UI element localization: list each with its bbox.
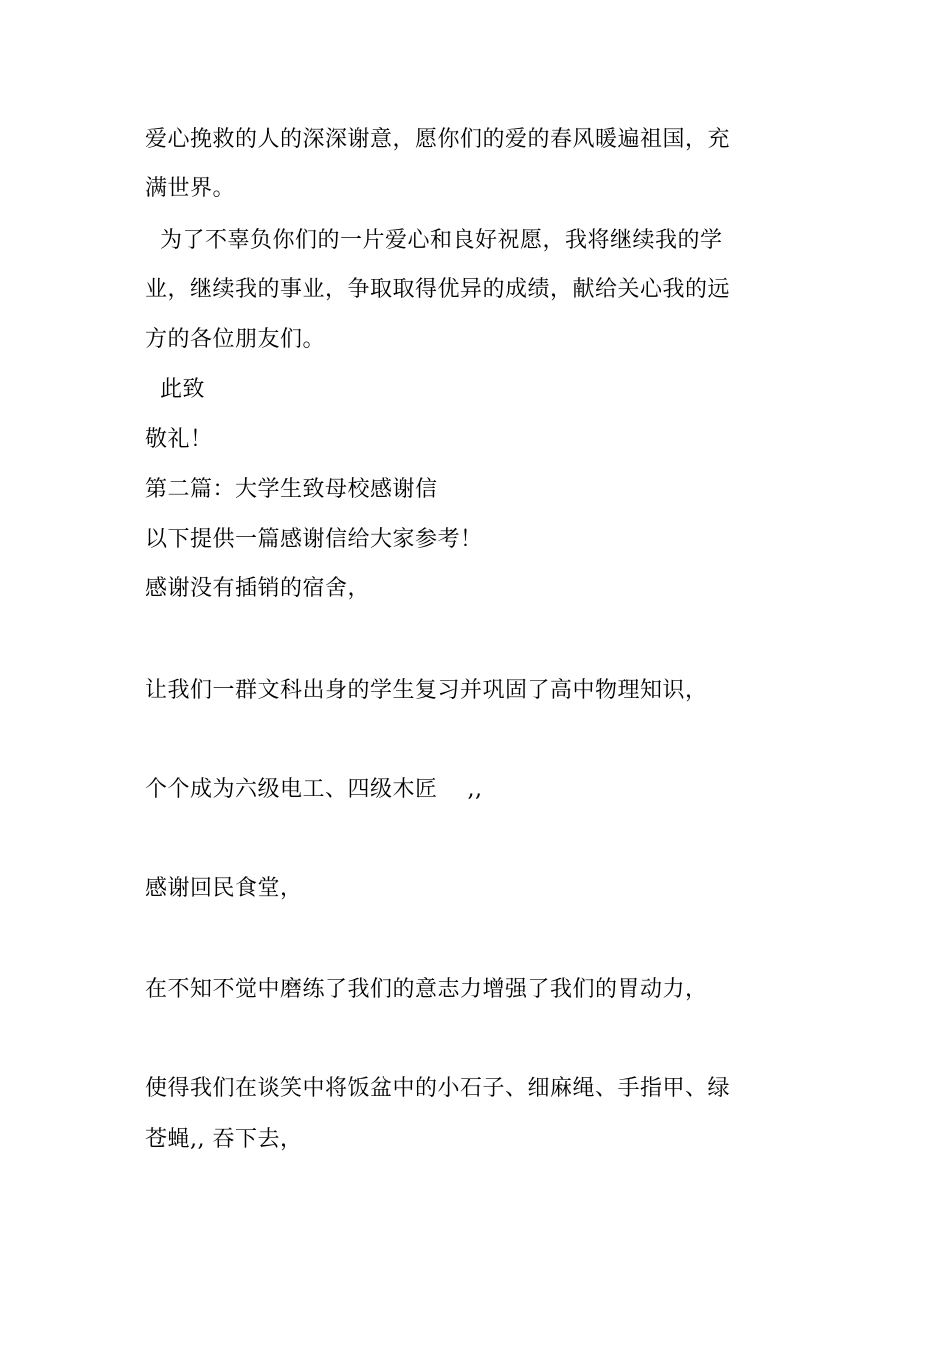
text-line: 苍蝇,, 吞下去， [145, 1127, 303, 1152]
text-line: 方的各位朋友们。 [145, 327, 326, 352]
text-line: 感谢没有插销的宿舍， [145, 576, 371, 601]
text-line: 在不知不觉中磨练了我们的意志力增强了我们的胃动力， [145, 977, 708, 1002]
text-line: 以下提供一篇感谢信给大家参考！ [145, 527, 483, 552]
text-line: 爱心挽救的人的深深谢意，愿你们的爱的春风暖遍祖国，充 [145, 127, 731, 152]
text-line: 敬礼！ [145, 427, 213, 452]
text-line: 此致 [145, 377, 205, 402]
text-line: 满世界。 [145, 176, 236, 201]
text-line: 感谢回民食堂， [145, 876, 303, 901]
text-line: 个个成为六级电工、四级木匠 ,, [145, 777, 483, 802]
section-heading: 第二篇：大学生致母校感谢信 [145, 477, 438, 502]
text-line: 为了不辜负你们的一片爱心和良好祝愿，我将继续我的学 [145, 228, 723, 253]
text-line: 让我们一群文科出身的学生复习并巩固了高中物理知识， [145, 678, 708, 703]
text-line: 业，继续我的事业，争取取得优异的成绩，献给关心我的远 [145, 277, 731, 302]
text-line: 使得我们在谈笑中将饭盆中的小石子、细麻绳、手指甲、绿 [145, 1076, 731, 1101]
